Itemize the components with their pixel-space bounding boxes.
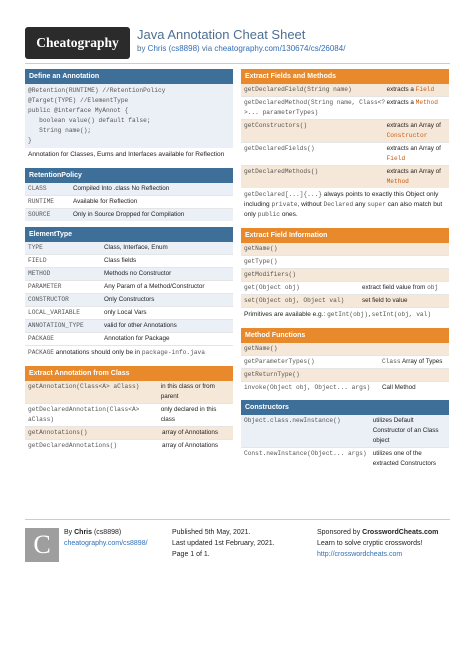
row-value: utilizes one of the extracted Constructors	[372, 450, 437, 467]
note-code: super	[367, 201, 386, 208]
table-row	[241, 120, 449, 143]
footer-by: By	[64, 529, 75, 536]
value-text: extracts an Array of	[386, 168, 441, 175]
value-code: Method	[386, 178, 409, 185]
row-key: Const.newInstance(Object... args)	[244, 450, 367, 457]
row-value: in this class or from parent	[160, 383, 215, 400]
right-column	[241, 69, 449, 476]
row-key: getReturnType()	[244, 371, 300, 378]
extract-field-info-box	[241, 228, 449, 322]
row-value: array of Annotations	[162, 442, 219, 449]
value-text: extracts a	[386, 86, 416, 93]
table-row	[25, 242, 233, 255]
table-row	[241, 143, 449, 166]
table-row	[25, 404, 233, 427]
cheatography-logo[interactable]: Cheatography	[25, 27, 130, 59]
row-key: getType()	[244, 258, 278, 265]
row-key: set(Object obj, Object val)	[244, 297, 345, 304]
constructors-box	[241, 400, 449, 470]
table-row	[25, 320, 233, 333]
code-block	[25, 84, 233, 148]
box-note: Annotation for Classes, Eums and Interfaces available for Reflection	[28, 151, 225, 158]
value-code: Field	[386, 155, 406, 162]
table-row	[25, 294, 233, 307]
row-key: getName()	[244, 345, 278, 352]
row-key: Object.class.newInstance()	[244, 417, 341, 424]
box-note	[25, 346, 233, 360]
row-key: RUNTIME	[28, 198, 54, 205]
note-text: always points to exactly this Object only including	[244, 191, 439, 208]
page-header	[0, 0, 474, 62]
footer-sponsor	[317, 527, 438, 560]
table-row	[241, 256, 449, 269]
table-row	[241, 356, 449, 369]
row-value	[387, 144, 446, 164]
note-code: PACKAGE	[28, 349, 54, 356]
footer-author	[64, 527, 148, 549]
sponsor-name[interactable]: CrosswordCheats.com	[362, 529, 439, 536]
box-note	[241, 188, 449, 222]
table-row	[241, 269, 449, 282]
row-key: FIELD	[28, 257, 47, 264]
table-row	[25, 183, 233, 196]
footer-author-id: (cs8898)	[92, 529, 122, 536]
page-title: Java Annotation Cheat Sheet	[137, 27, 306, 42]
sponsor-tagline: Learn to solve cryptic crosswords!	[317, 540, 423, 547]
byline-by: by	[137, 44, 148, 53]
note-text: annotations should only be in	[54, 349, 142, 356]
sponsor-line	[317, 527, 438, 538]
note-code: getDeclared[...]{...}	[244, 191, 322, 198]
table-row	[241, 415, 449, 448]
code-line: @Retention(RUNTIME) //RetentionPolicy	[28, 87, 166, 94]
row-value: valid for other Annotations	[104, 322, 177, 329]
table-row	[25, 427, 233, 440]
left-column	[25, 69, 233, 458]
row-key: getParameterTypes()	[244, 358, 315, 365]
extract-fields-methods-box	[241, 69, 449, 222]
box-note	[241, 308, 449, 322]
row-value: Only Constructors	[104, 296, 155, 303]
table-row	[25, 196, 233, 209]
table-row	[241, 382, 449, 394]
table-row	[25, 333, 233, 346]
row-key: get(Object obj)	[244, 284, 300, 291]
method-functions-box	[241, 328, 449, 394]
note-text: ones.	[280, 211, 298, 218]
sheet-url-link[interactable]: cheatography.com/130674/cs/26084/	[214, 44, 346, 53]
box-heading: Extract Field Information	[241, 228, 449, 243]
box-heading: Extract Fields and Methods	[241, 69, 449, 84]
value-code: Class	[382, 358, 401, 365]
footer-by-line	[64, 527, 148, 538]
row-value: Compiled Into .class No Reflection	[73, 185, 170, 192]
value-code: Method	[415, 99, 438, 106]
table-row	[25, 440, 233, 452]
box-heading: Extract Annotation from Class	[25, 366, 233, 381]
note-code: public	[257, 211, 281, 218]
box-heading: Define an Annotation	[25, 69, 233, 84]
table-row	[241, 295, 449, 308]
footer-divider	[25, 519, 450, 520]
box-heading: ElementType	[25, 227, 233, 242]
row-key: LOCAL_VARIABLE	[28, 309, 80, 316]
row-value	[382, 357, 444, 367]
row-key: getAnnotation(Class<A> aClass)	[28, 383, 140, 390]
table-row	[241, 84, 449, 97]
row-key: getDeclaredAnnotations()	[28, 442, 118, 449]
row-key: METHOD	[28, 270, 51, 277]
row-value: Annotation for Package	[104, 335, 170, 342]
table-row	[241, 243, 449, 256]
value-text: extracts an Array of	[386, 122, 441, 129]
table-row	[25, 268, 233, 281]
row-value	[362, 283, 438, 293]
row-value	[387, 167, 446, 187]
byline	[137, 44, 345, 53]
value-text: Array of Types	[400, 358, 443, 365]
row-key: PARAMETER	[28, 283, 62, 290]
note-text: , without	[297, 201, 324, 208]
table-row	[241, 343, 449, 356]
value-code: obj	[427, 284, 439, 291]
code-line: boolean value() default false;	[28, 117, 151, 124]
table-row	[25, 381, 233, 404]
footer-author-link[interactable]: cheatography.com/cs8898/	[64, 540, 148, 547]
box-heading: Constructors	[241, 400, 449, 415]
row-key: getModifiers()	[244, 271, 296, 278]
row-key: invoke(Object obj, Object... args)	[244, 384, 371, 391]
row-key: ANNOTATION_TYPE	[28, 322, 84, 329]
code-line: @Target(TYPE) //ElementType	[28, 97, 129, 104]
row-key: PACKAGE	[28, 335, 54, 342]
table-row	[241, 448, 449, 470]
table-row	[241, 166, 449, 188]
row-value: Class, Interface, Enum	[104, 244, 168, 251]
table-row	[241, 282, 449, 295]
row-key: SOURCE	[28, 211, 51, 218]
row-key: getDeclaredMethod(String name, Class<?>... parameterTypes)	[244, 99, 386, 116]
published-date: Published 5th May, 2021.	[172, 529, 251, 536]
value-code: Constructor	[386, 132, 428, 139]
note-code: package-info.java	[141, 349, 205, 356]
row-value: Only in Source Dropped for Compilation	[73, 211, 185, 218]
row-value: Methods no Constructor	[104, 270, 172, 277]
table-row	[25, 307, 233, 320]
row-value: Call Method	[382, 384, 416, 391]
row-key: getDeclaredMethods()	[244, 168, 319, 175]
extract-annotation-box	[25, 366, 233, 452]
author-link[interactable]: Chris (cs8898)	[147, 44, 200, 53]
row-value: array of Annotations	[162, 429, 219, 436]
row-value	[387, 98, 446, 118]
row-value: only Local Vars	[104, 309, 147, 316]
value-text: extracts an Array of	[386, 145, 441, 152]
row-value: only declared in this class	[160, 406, 217, 423]
box-heading: Method Functions	[241, 328, 449, 343]
row-key: CONSTRUCTOR	[28, 296, 69, 303]
row-key: getDeclaredFields()	[244, 145, 315, 152]
value-code: Field	[415, 86, 435, 93]
updated-date: Last updated 1st February, 2021.	[172, 540, 275, 547]
row-value: Any Param of a Method/Constructor	[104, 283, 205, 290]
footer-dates	[172, 527, 275, 560]
row-key: CLASS	[28, 185, 47, 192]
note-code: private	[271, 201, 298, 208]
retention-policy-box	[25, 168, 233, 221]
define-annotation-box	[25, 69, 233, 162]
table-row	[241, 369, 449, 382]
row-key: getDeclaredAnnotation(Class<A> aClass)	[28, 406, 140, 423]
row-key: TYPE	[28, 244, 43, 251]
code-line: String name();	[28, 127, 92, 134]
row-key: getDeclaredField(String name)	[244, 86, 352, 93]
table-row	[25, 281, 233, 294]
row-value: Class fields	[104, 257, 137, 264]
code-line: }	[28, 137, 32, 144]
box-heading: RetentionPolicy	[25, 168, 233, 183]
row-value	[387, 121, 446, 141]
row-value: utilizes Default Constructor of an Class object	[372, 417, 439, 444]
row-key: getConstructors()	[244, 122, 308, 129]
footer-author-name: Chris	[74, 529, 93, 536]
table-row	[25, 255, 233, 268]
note-text: Primitives are available e.g.:	[244, 311, 328, 318]
note-text: can also match but only	[244, 201, 443, 218]
table-row	[241, 97, 449, 120]
page-number: Page 1 of 1.	[172, 551, 210, 558]
row-value: Available for Reflection	[73, 198, 138, 205]
note-code: getInt(obj),setInt(obj, val)	[327, 311, 432, 318]
row-key: getAnnotations()	[28, 429, 88, 436]
author-avatar[interactable]: C	[25, 528, 59, 562]
code-line: public @interface MyAnnot {	[28, 107, 129, 114]
value-text: extract field value from	[362, 284, 428, 291]
sponsored-by: Sponsored by	[317, 529, 363, 536]
row-value	[387, 85, 446, 95]
row-key: getName()	[244, 245, 278, 252]
byline-via: via	[199, 44, 215, 53]
note-code: Declared	[323, 201, 354, 208]
sponsor-link[interactable]: http://crosswordcheats.com	[317, 551, 403, 558]
note-text: any	[353, 201, 368, 208]
header-divider	[25, 63, 450, 64]
element-type-box	[25, 227, 233, 360]
table-row	[25, 209, 233, 221]
value-text: extracts a	[386, 99, 416, 106]
row-value: set field to value	[362, 297, 408, 304]
